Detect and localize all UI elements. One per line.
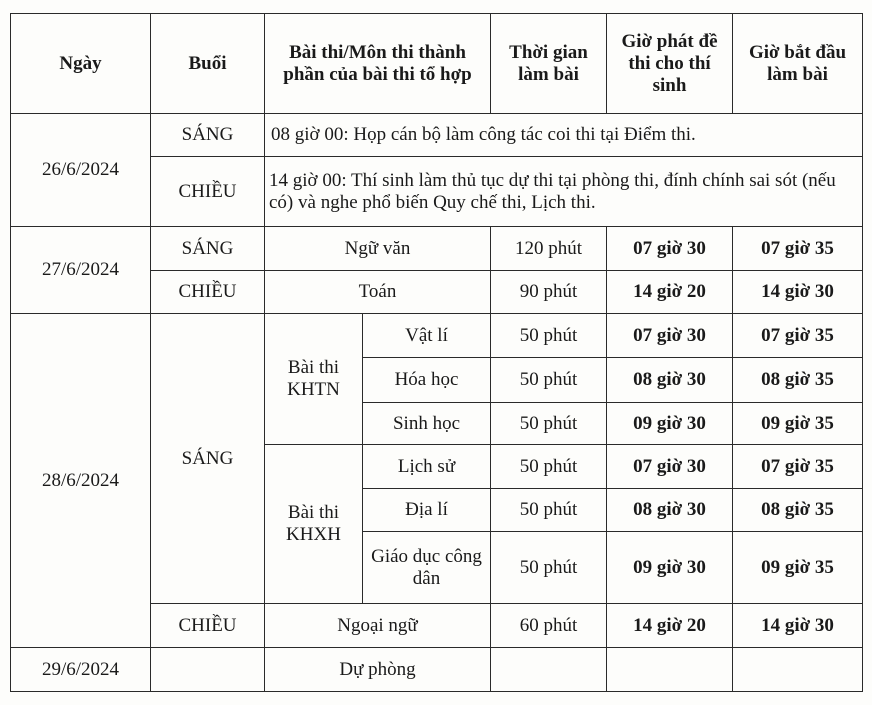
handout-cell: 08 giờ 30 [607,358,733,403]
session-cell: SÁNG [151,314,265,604]
start-cell: 08 giờ 35 [733,358,863,403]
duration-cell: 60 phút [491,604,607,648]
start-cell: 08 giờ 35 [733,489,863,532]
handout-cell: 09 giờ 30 [607,532,733,604]
handout-cell: 07 giờ 30 [607,314,733,358]
date-cell: 29/6/2024 [11,648,151,692]
duration-cell [491,648,607,692]
col-header-start: Giờ bắt đầu làm bài [733,14,863,114]
col-header-handout: Giờ phát đề thi cho thí sinh [607,14,733,114]
start-cell: 07 giờ 35 [733,314,863,358]
duration-cell: 120 phút [491,227,607,271]
start-cell: 07 giờ 35 [733,227,863,271]
start-cell: 14 giờ 30 [733,271,863,314]
subject-cell: Sinh học [363,403,491,445]
date-cell: 28/6/2024 [11,314,151,648]
subject-cell: Ngoại ngữ [265,604,491,648]
subject-cell: Vật lí [363,314,491,358]
duration-cell: 50 phút [491,314,607,358]
start-cell [733,648,863,692]
session-cell: CHIỀU [151,271,265,314]
session-cell [151,648,265,692]
subject-cell: Ngữ văn [265,227,491,271]
start-cell: 09 giờ 35 [733,532,863,604]
table-row [11,314,863,358]
table-row [11,648,863,692]
date-cell: 27/6/2024 [11,227,151,314]
start-cell: 09 giờ 35 [733,403,863,445]
handout-cell: 09 giờ 30 [607,403,733,445]
subject-cell: Dự phòng [265,648,491,692]
session-cell: CHIỀU [151,604,265,648]
duration-cell: 50 phút [491,445,607,489]
handout-cell: 14 giờ 20 [607,604,733,648]
date-cell: 26/6/2024 [11,114,151,227]
session-cell: SÁNG [151,114,265,157]
col-header-date: Ngày [11,14,151,114]
duration-cell: 50 phút [491,358,607,403]
group-cell-khxh: Bài thi KHXH [265,445,363,604]
note-cell: 08 giờ 00: Họp cán bộ làm công tác coi thi tại Điểm thi. [265,114,863,157]
subject-cell: Địa lí [363,489,491,532]
handout-cell: 07 giờ 30 [607,445,733,489]
subject-cell: Toán [265,271,491,314]
header-row [11,14,863,114]
handout-cell: 08 giờ 30 [607,489,733,532]
col-header-subject: Bài thi/Môn thi thành phần của bài thi tổ hợp [265,14,491,114]
group-cell-khtn: Bài thi KHTN [265,314,363,445]
session-cell: CHIỀU [151,157,265,227]
col-header-duration: Thời gian làm bài [491,14,607,114]
handout-cell [607,648,733,692]
subject-cell: Lịch sử [363,445,491,489]
duration-cell: 50 phút [491,403,607,445]
col-header-session: Buổi [151,14,265,114]
handout-cell: 07 giờ 30 [607,227,733,271]
table-row [11,114,863,157]
start-cell: 07 giờ 35 [733,445,863,489]
duration-cell: 90 phút [491,271,607,314]
start-cell: 14 giờ 30 [733,604,863,648]
duration-cell: 50 phút [491,489,607,532]
subject-cell: Giáo dục công dân [363,532,491,604]
exam-schedule-table [10,13,863,692]
handout-cell: 14 giờ 20 [607,271,733,314]
table-row [11,227,863,271]
duration-cell: 50 phút [491,532,607,604]
note-cell: 14 giờ 00: Thí sinh làm thủ tục dự thi tại phòng thi, đính chính sai sót (nếu có) và nghe phổ biến Quy chế thi, Lịch thi. [265,157,863,227]
subject-cell: Hóa học [363,358,491,403]
session-cell: SÁNG [151,227,265,271]
